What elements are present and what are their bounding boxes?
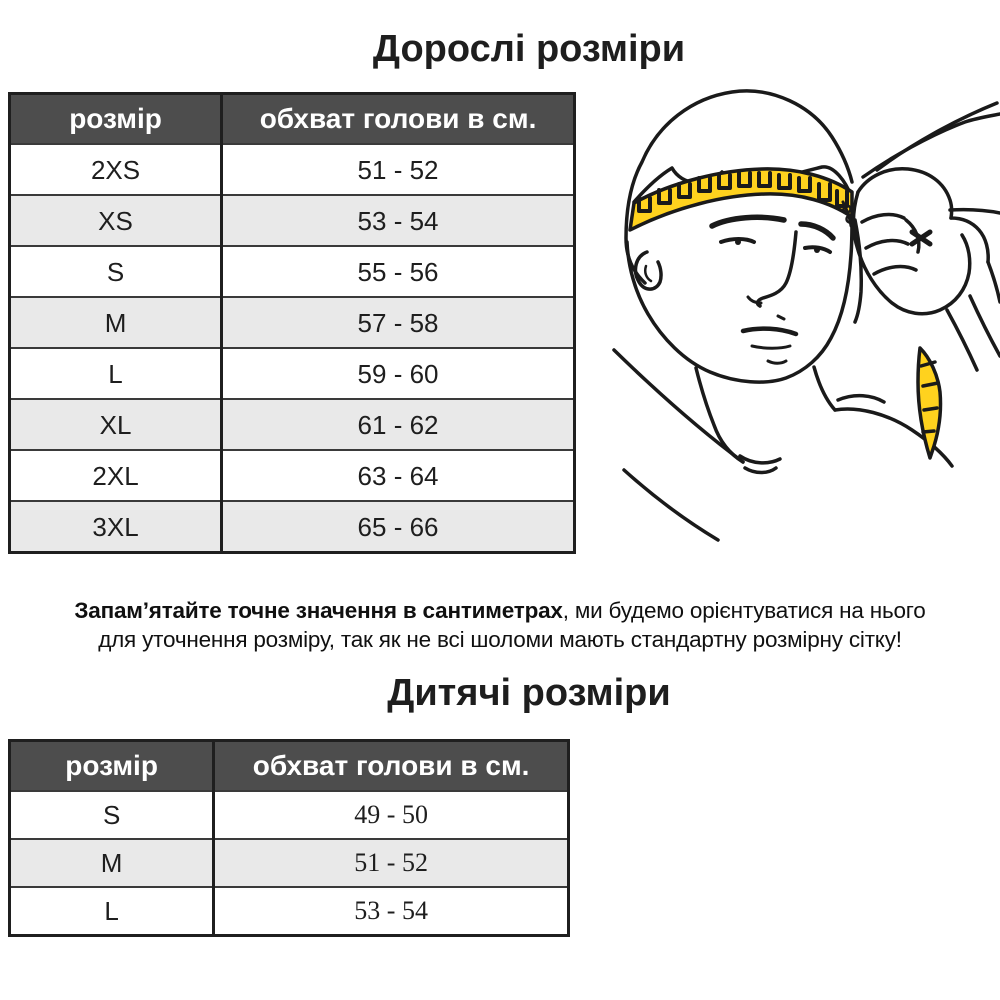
arm-and-hand [843,103,1000,370]
table-row [10,195,575,246]
size-cell: XS [10,195,222,246]
size-column-header: розмір [10,741,214,792]
size-cell: S [10,246,222,297]
kids-sizes-title: Дитячі розміри [387,672,671,714]
adult-table-body [10,144,575,553]
table-row [10,791,569,839]
size-cell: XL [10,399,222,450]
table-row [10,887,569,936]
note-regular-text-2: для уточнення розміру, так як не всі шоломи мають стандартну розмірну сітку! [98,627,902,652]
circumference-cell: 51 - 52 [214,839,569,887]
size-cell: 2XL [10,450,222,501]
circumference-cell: 61 - 62 [222,399,575,450]
adult-size-table [8,92,576,554]
size-cell: 3XL [10,501,222,553]
kids-table-header [10,741,569,792]
size-cell: M [10,297,222,348]
size-cell: 2XS [10,144,222,195]
adult-table-header [10,94,575,145]
head-measurement-illustration [600,70,1000,580]
header-row [10,741,569,792]
size-column-header: розмір [10,94,222,145]
kids-table-body [10,791,569,936]
table-row [10,399,575,450]
adult-sizes-title: Дорослі розміри [372,28,686,70]
size-cell: L [10,887,214,936]
note-bold-text: Запам’ятайте точне значення в сантиметрах [74,598,563,623]
header-row [10,94,575,145]
table-row [10,246,575,297]
table-row [10,297,575,348]
circumference-cell: 49 - 50 [214,791,569,839]
circumference-cell: 55 - 56 [222,246,575,297]
circumference-cell: 63 - 64 [222,450,575,501]
circumference-cell: 53 - 54 [222,195,575,246]
kids-size-table [8,739,570,937]
measurement-note [0,596,1000,654]
table-row [10,839,569,887]
circumference-cell: 59 - 60 [222,348,575,399]
circumference-column-header: обхват голови в см. [222,94,575,145]
circumference-cell: 57 - 58 [222,297,575,348]
circumference-cell: 53 - 54 [214,887,569,936]
size-cell: M [10,839,214,887]
note-regular-text-1: , ми будемо орієнтуватися на нього [562,598,926,623]
table-row [10,144,575,195]
hanging-tape-end [918,348,941,458]
size-cell: S [10,791,214,839]
table-row [10,348,575,399]
ear [636,252,662,289]
circumference-column-header: обхват голови в см. [214,741,569,792]
size-cell: L [10,348,222,399]
circumference-cell: 51 - 52 [222,144,575,195]
facial-features [712,217,833,363]
table-row [10,450,575,501]
circumference-cell: 65 - 66 [222,501,575,553]
table-row [10,501,575,553]
